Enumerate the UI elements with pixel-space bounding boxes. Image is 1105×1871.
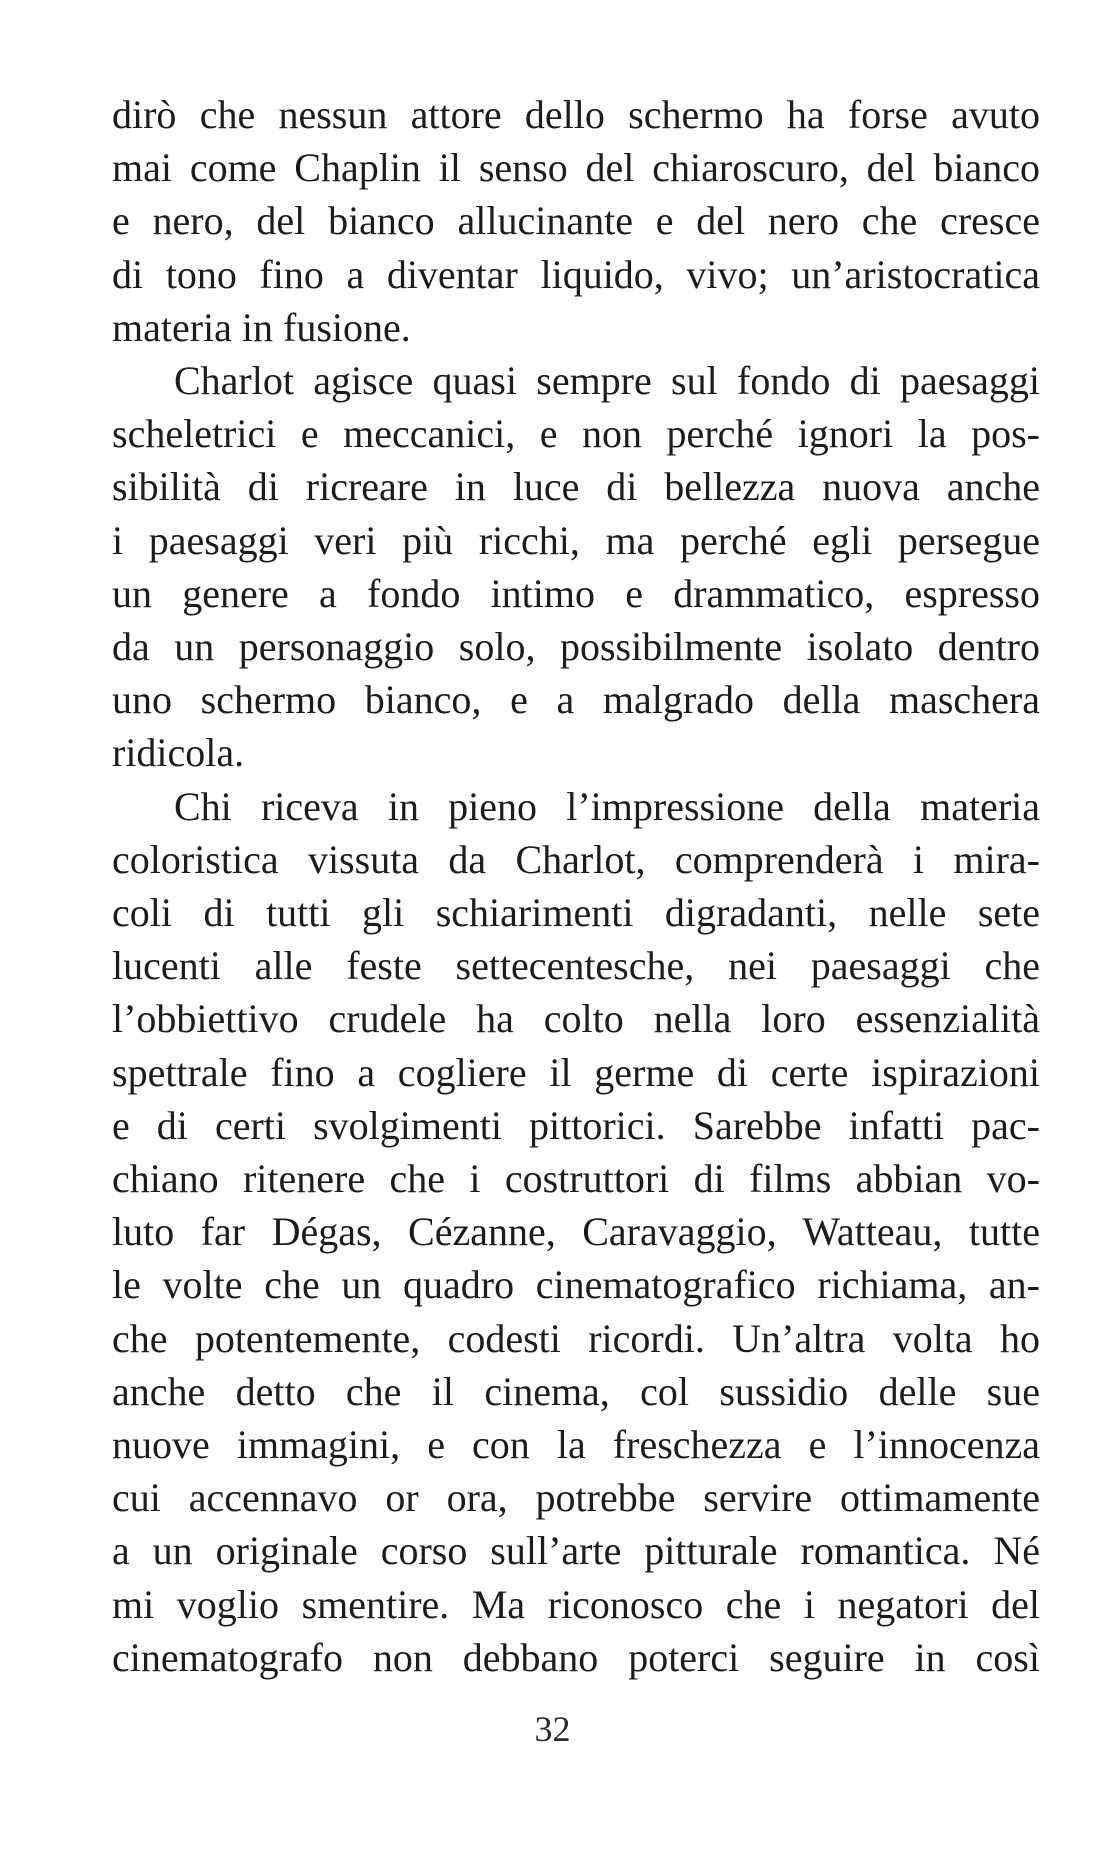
text-line: Charlot agisce quasi sempre sul fondo di paesaggi	[174, 358, 1040, 404]
text-line: cui accennavo or ora, potrebbe servire ottimamente	[112, 1475, 1040, 1521]
text-line: scheletrici e meccanici, e non perché ignori la pos-	[112, 411, 1040, 457]
text-line: chiano ritenere che i costruttori di films abbian vo-	[112, 1156, 1040, 1202]
paragraph	[112, 780, 1040, 1684]
page-number: 32	[534, 1709, 571, 1749]
text-line: dirò che nessun attore dello schermo ha forse avuto	[112, 92, 1040, 137]
text-line: e nero, del bianco allucinante e del nero che cresce	[112, 198, 1040, 244]
body-text	[112, 88, 1040, 1684]
paragraph	[112, 88, 1040, 354]
text-line: luto far Dégas, Cézanne, Caravaggio, Watteau, tutte	[112, 1209, 1040, 1255]
text-line: spettrale fino a cogliere il germe di certe ispirazioni	[112, 1049, 1040, 1095]
text-line: lucenti alle feste settecentesche, nei paesaggi che	[112, 943, 1040, 989]
text-line: ridicola.	[112, 730, 245, 776]
text-line: che potentemente, codesti ricordi. Un’altra volta ho	[112, 1315, 1040, 1361]
text-line: coli di tutti gli schiarimenti digradanti, nelle sete	[112, 890, 1040, 936]
text-line: i paesaggi veri più ricchi, ma perché egli persegue	[112, 517, 1040, 563]
text-line: le volte che un quadro cinematografico richiama, an-	[112, 1262, 1040, 1308]
text-line: coloristica vissuta da Charlot, comprenderà i mira-	[112, 836, 1040, 882]
text-line: un genere a fondo intimo e drammatico, espresso	[112, 570, 1040, 616]
text-line: a un originale corso sull’arte pitturale romantica. Né	[112, 1528, 1040, 1574]
text-line: materia in fusione.	[112, 304, 411, 350]
text-line: di tono fino a diventar liquido, vivo; un’aristocratica	[112, 251, 1040, 297]
text-line: cinematografo non debbano poterci seguire in così	[112, 1634, 1040, 1680]
text-line: uno schermo bianco, e a malgrado della maschera	[112, 677, 1040, 723]
text-line: mi voglio smentire. Ma riconosco che i negatori del	[112, 1581, 1040, 1627]
text-line: sibilità di ricreare in luce di bellezza nuova anche	[112, 464, 1040, 510]
text-line: nuove immagini, e con la freschezza e l’innocenza	[112, 1422, 1040, 1468]
text-line: da un personaggio solo, possibilmente isolato dentro	[112, 624, 1040, 670]
text-line: mai come Chaplin il senso del chiaroscuro, del bianco	[112, 145, 1040, 191]
text-line: e di certi svolgimenti pittorici. Sarebbe infatti pac-	[112, 1102, 1040, 1148]
text-line: anche detto che il cinema, col sussidio delle sue	[112, 1368, 1040, 1414]
text-line: Chi riceva in pieno l’impressione della materia	[174, 783, 1040, 829]
text-line: l’obbiettivo crudele ha colto nella loro essenzialità	[112, 996, 1040, 1042]
paragraph	[112, 354, 1040, 780]
